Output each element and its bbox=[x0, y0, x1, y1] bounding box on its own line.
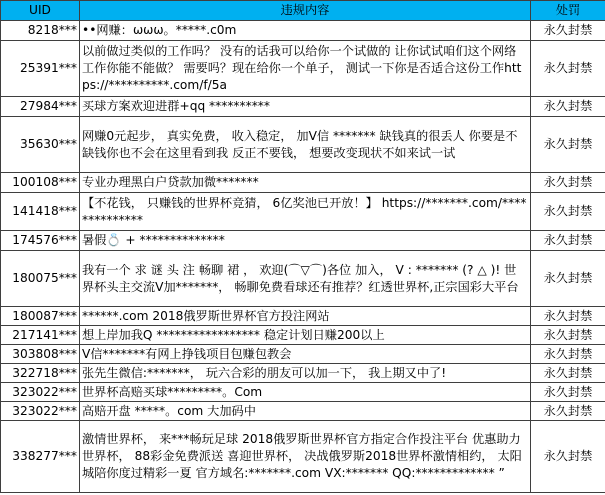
penalty-cell: 永久封禁 bbox=[531, 21, 605, 41]
uid-cell: 180087*** bbox=[1, 307, 80, 326]
uid-cell: 180075*** bbox=[1, 251, 80, 307]
content-cell: 以前做过类似的工作吗？ 没有的话我可以给你一个试做的 让你试试咱们这个网络工作你能不能做？ 需要吗？现在给你一个单子， 测试一下你是否适合这份工作https://**********.com/f/5a bbox=[80, 41, 531, 97]
penalty-cell: 永久封禁 bbox=[531, 364, 605, 383]
table-row bbox=[1, 345, 605, 364]
table-row bbox=[1, 231, 605, 251]
penalty-cell: 永久封禁 bbox=[531, 97, 605, 117]
table-row bbox=[1, 421, 605, 493]
content-cell: 世界杯高赔买球*********。Com bbox=[80, 383, 531, 402]
content-cell: 想上岸加我Q ***************** 稳定计划日赚200以上 bbox=[80, 326, 531, 345]
table-row bbox=[1, 402, 605, 421]
header-content: 违规内容 bbox=[80, 1, 531, 21]
uid-cell: 27984*** bbox=[1, 97, 80, 117]
content-cell: 张先生微信:*******， 玩六合彩的朋友可以加一下， 我上期又中了! bbox=[80, 364, 531, 383]
uid-cell: 174576*** bbox=[1, 231, 80, 251]
table-row bbox=[1, 173, 605, 193]
content-cell: 高赔开盘 *****。com 大加码中 bbox=[80, 402, 531, 421]
penalty-cell: 永久封禁 bbox=[531, 117, 605, 173]
uid-cell: 100108*** bbox=[1, 173, 80, 193]
table-row bbox=[1, 41, 605, 97]
penalty-cell: 永久封禁 bbox=[531, 383, 605, 402]
content-cell: V信*******有网上挣钱项目包赚包教会 bbox=[80, 345, 531, 364]
uid-cell: 338277*** bbox=[1, 421, 80, 493]
uid-cell: 323022*** bbox=[1, 383, 80, 402]
penalty-cell: 永久封禁 bbox=[531, 193, 605, 231]
table-row bbox=[1, 97, 605, 117]
uid-cell: 141418*** bbox=[1, 193, 80, 231]
content-cell: ••网赚：ωωω。*****.c0m bbox=[80, 21, 531, 41]
header-row bbox=[1, 1, 605, 21]
table-row bbox=[1, 251, 605, 307]
content-cell: 网赚0元起步， 真实免费， 收入稳定， 加V信 ******* 缺钱真的很丢人 你要是不缺钱你也不会在这里看到我 反正不要钱， 想要改变现状不如来试一试 bbox=[80, 117, 531, 173]
penalty-cell: 永久封禁 bbox=[531, 307, 605, 326]
uid-cell: 322718*** bbox=[1, 364, 80, 383]
header-penalty: 处罚 bbox=[531, 1, 605, 21]
content-cell: 专业办理黑白户贷款加微******* bbox=[80, 173, 531, 193]
uid-cell: 217141*** bbox=[1, 326, 80, 345]
table-row bbox=[1, 326, 605, 345]
penalty-cell: 永久封禁 bbox=[531, 251, 605, 307]
penalty-cell: 永久封禁 bbox=[531, 421, 605, 493]
content-cell: 买球方案欢迎进群+qq ********** bbox=[80, 97, 531, 117]
content-cell: 激情世界杯， 来***畅玩足球 2018俄罗斯世界杯官方指定合作投注平台 优惠助力世界杯， 88彩金免费派送 喜迎世界杯， 决战俄罗斯2018世界杯激情相约， 太阳城陪你度过精彩一夏 官方域名:*******.com VX:******* QQ:************* ” bbox=[80, 421, 531, 493]
uid-cell: 323022*** bbox=[1, 402, 80, 421]
penalty-cell: 永久封禁 bbox=[531, 326, 605, 345]
uid-cell: 25391*** bbox=[1, 41, 80, 97]
table-row bbox=[1, 117, 605, 173]
content-cell: 我有一个 求 谜 头 注 畅聊 裙 ， 欢迎(⌒▽⌒)各位 加入， V : ******* (? △ )! 世界杯头主交流V加*******， 畅聊免费看球还有推荐？红透世界杯,正宗国彩大平台 bbox=[80, 251, 531, 307]
content-cell: 暑假💍 + ************** bbox=[80, 231, 531, 251]
table-row bbox=[1, 364, 605, 383]
penalty-cell: 永久封禁 bbox=[531, 345, 605, 364]
uid-cell: 8218*** bbox=[1, 21, 80, 41]
content-cell: 【不花钱， 只赚钱的世界杯竞猜， 6亿奖池已开放！】 https://*******.com/************** bbox=[80, 193, 531, 231]
table-row bbox=[1, 307, 605, 326]
penalty-cell: 永久封禁 bbox=[531, 173, 605, 193]
content-cell: ******.com 2018俄罗斯世界杯官方投注网站 bbox=[80, 307, 531, 326]
table-row bbox=[1, 193, 605, 231]
uid-cell: 35630*** bbox=[1, 117, 80, 173]
header-uid: UID bbox=[1, 1, 80, 21]
uid-cell: 303808*** bbox=[1, 345, 80, 364]
penalty-cell: 永久封禁 bbox=[531, 41, 605, 97]
penalty-cell: 永久封禁 bbox=[531, 231, 605, 251]
penalty-cell: 永久封禁 bbox=[531, 402, 605, 421]
table-row bbox=[1, 21, 605, 41]
table-row bbox=[1, 383, 605, 402]
